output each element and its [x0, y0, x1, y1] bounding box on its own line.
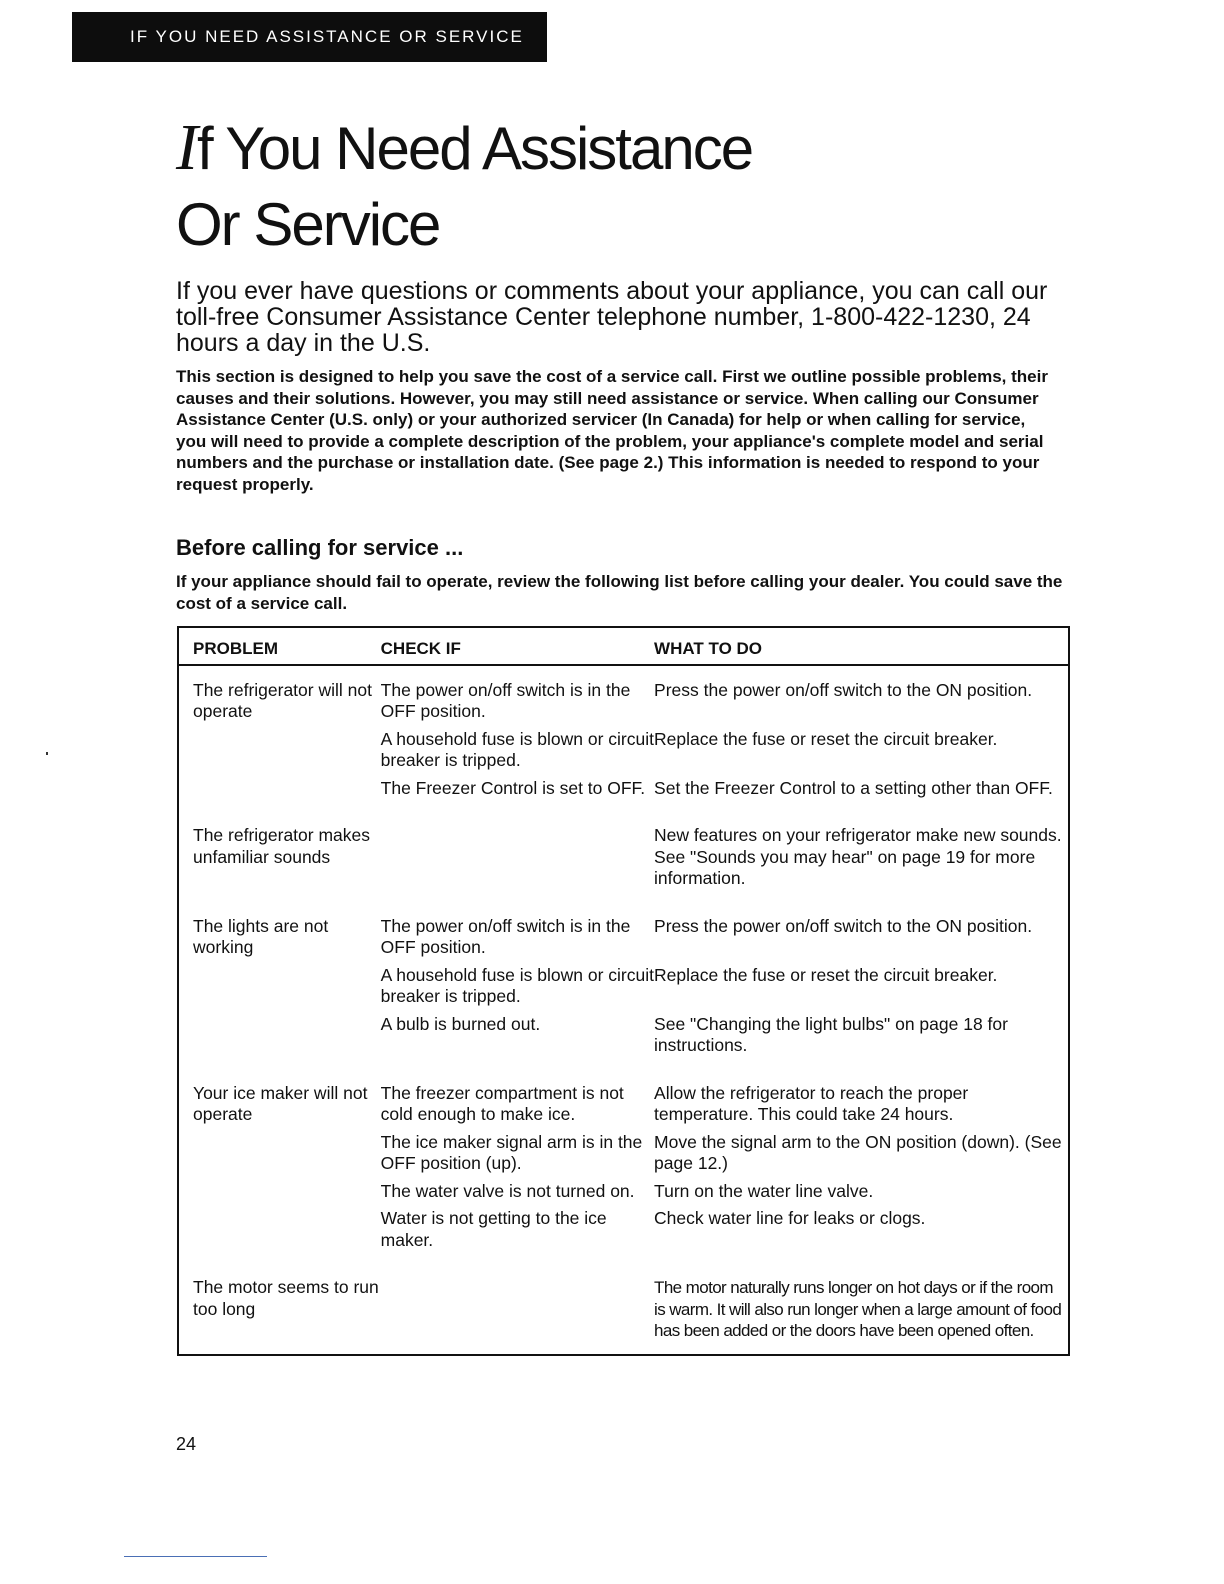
check-cell: The ice maker signal arm is in the OFF position (up).: [380, 1131, 643, 1173]
check-cell: The freezer compartment is not cold enough to make ice.: [380, 1082, 624, 1124]
check-cell: The power on/off switch is in the OFF position.: [380, 915, 631, 957]
problem-cell: The motor seems to run too long: [193, 1277, 379, 1319]
table-row: [178, 1069, 1069, 1126]
table-row: [178, 811, 1069, 902]
problem-cell: The lights are not working: [193, 915, 329, 957]
check-cell: [381, 1263, 654, 1355]
todo-cell: See "Changing the light bulbs" on page 18 for instructions.: [654, 1013, 1008, 1055]
problem-cell: The refrigerator makes unfamiliar sounds: [193, 825, 371, 867]
footer-rule: [124, 1556, 267, 1557]
intro-paragraph: If you ever have questions or comments about your appliance, you can call our toll-free Consumer Assistance Center telephone number, 1-800-422-1230, 24 hours a day in the U.S.: [176, 277, 1048, 357]
table-row: [178, 902, 1069, 959]
check-cell: The power on/off switch is in the OFF position.: [380, 679, 631, 721]
problem-group: [178, 902, 1069, 1069]
todo-cell: Press the power on/off switch to the ON position.: [654, 679, 1033, 700]
header-problem: PROBLEM: [178, 627, 381, 665]
title-initial: I: [176, 111, 197, 184]
check-cell: A household fuse is blown or circuit breaker is tripped.: [380, 728, 654, 770]
check-cell: A household fuse is blown or circuit breaker is tripped.: [380, 964, 654, 1006]
table-row: [178, 665, 1069, 723]
todo-cell: New features on your refrigerator make new sounds. See "Sounds you may hear" on page 19 for more information.: [654, 825, 1062, 888]
table-row: [178, 1263, 1069, 1355]
title-line1: f You Need Assistance: [196, 115, 753, 182]
problem-group: [178, 1069, 1069, 1264]
section-description: This section is designed to help you save the cost of a service call. First we outline possible problems, their causes and their solutions. However, you may still need assistance or service. When calling our Consumer Assistance Center (U.S. only) or your authorized servicer (In Canada) for help or when calling for service, you will need to provide a complete description of the problem, your appliance's complete model and serial numbers and the purchase or installation date. (See page 2.) This information is needed to respond to your request properly.: [176, 367, 1048, 494]
before-calling-text: If your appliance should fail to operate, review the following list before calling your dealer. You could save the cost of a service call.: [176, 572, 1063, 613]
before-calling-heading: Before calling for service ...: [176, 535, 464, 560]
problem-group: [178, 1263, 1069, 1355]
problem-group: [178, 811, 1069, 902]
header-check-if: CHECK IF: [381, 627, 654, 665]
running-head: [72, 12, 547, 62]
todo-cell: Replace the fuse or reset the circuit breaker.: [654, 964, 998, 985]
check-cell: Water is not getting to the ice maker.: [380, 1208, 607, 1250]
title-line2: Or Service: [176, 191, 440, 258]
page-title: [176, 110, 752, 263]
todo-cell: The motor naturally runs longer on hot days or if the room is warm. It will also run longer when a large amount of food has been added or the doors have been opened often.: [654, 1278, 1062, 1340]
check-cell: The water valve is not turned on.: [380, 1180, 635, 1201]
running-head-text: IF YOU NEED ASSISTANCE OR SERVICE: [130, 27, 524, 46]
check-cell: A bulb is burned out.: [380, 1013, 541, 1034]
scan-speck: [46, 752, 48, 755]
todo-cell: Set the Freezer Control to a setting other than OFF.: [654, 777, 1053, 798]
header-what-to-do: WHAT TO DO: [654, 627, 1069, 665]
todo-cell: Allow the refrigerator to reach the proper temperature. This could take 24 hours.: [654, 1082, 969, 1124]
troubleshooting-table: [177, 626, 1070, 1356]
table-header-row: [178, 627, 1069, 665]
problem-group: [178, 665, 1069, 812]
todo-cell: Turn on the water line valve.: [654, 1180, 874, 1201]
todo-cell: Move the signal arm to the ON position (down). (See page 12.): [654, 1131, 1062, 1173]
problem-cell: The refrigerator will not operate: [193, 679, 372, 721]
check-cell: [381, 811, 654, 902]
todo-cell: Replace the fuse or reset the circuit breaker.: [654, 728, 998, 749]
page-number: 24: [176, 1434, 197, 1454]
todo-cell: Check water line for leaks or clogs.: [654, 1208, 926, 1228]
todo-cell: Press the power on/off switch to the ON position.: [654, 915, 1033, 936]
problem-cell: Your ice maker will not operate: [193, 1082, 368, 1124]
check-cell: The Freezer Control is set to OFF.: [380, 777, 646, 798]
